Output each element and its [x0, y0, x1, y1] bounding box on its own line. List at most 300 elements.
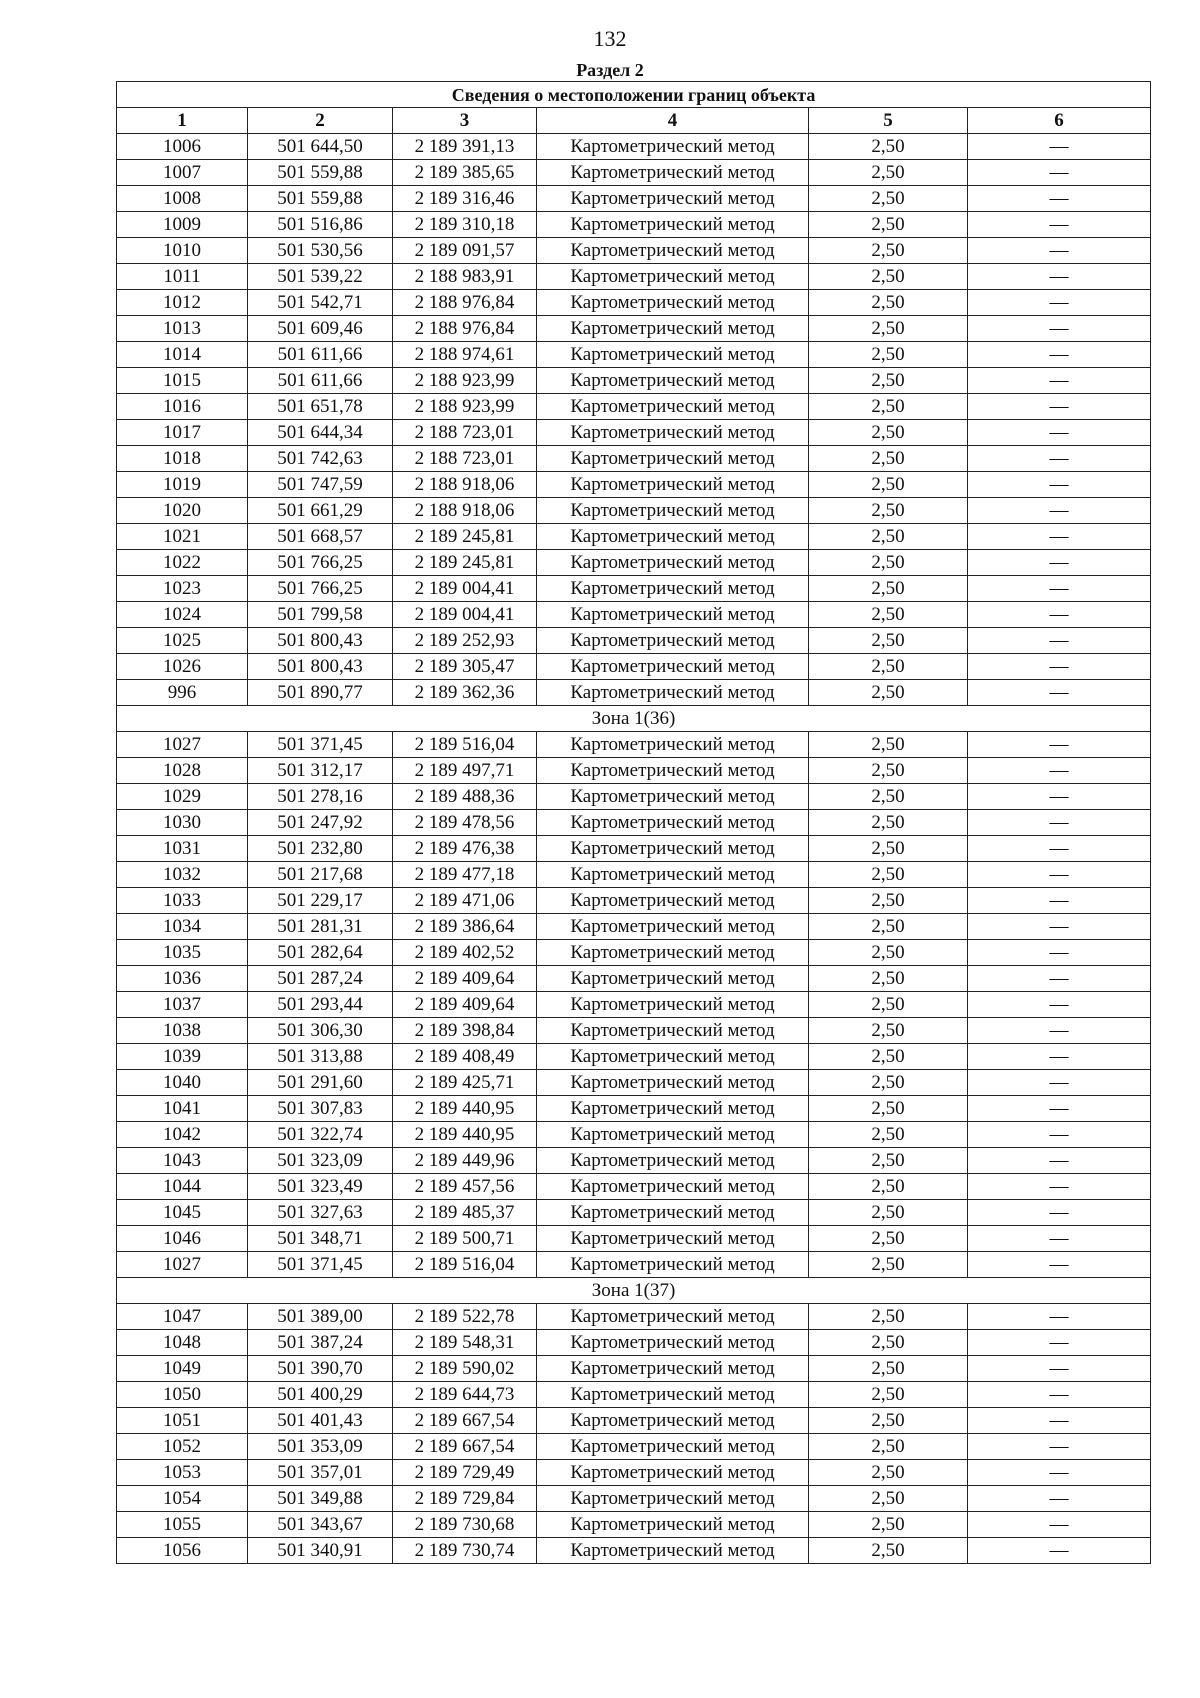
y-coordinate-cell: 2 189 500,71 [393, 1226, 537, 1252]
table-row [117, 1070, 1151, 1096]
precision-cell: 2,50 [809, 888, 968, 914]
y-coordinate-cell: 2 189 440,95 [393, 1096, 537, 1122]
precision-cell: 2,50 [809, 524, 968, 550]
method-cell: Картометрический метод [537, 420, 809, 446]
x-coordinate-cell: 501 387,24 [248, 1330, 393, 1356]
method-cell: Картометрический метод [537, 212, 809, 238]
y-coordinate-cell: 2 189 402,52 [393, 940, 537, 966]
description-cell: — [968, 732, 1151, 758]
description-cell: — [968, 940, 1151, 966]
y-coordinate-cell: 2 189 408,49 [393, 1044, 537, 1070]
x-coordinate-cell: 501 232,80 [248, 836, 393, 862]
method-cell: Картометрический метод [537, 1070, 809, 1096]
y-coordinate-cell: 2 189 385,65 [393, 160, 537, 186]
x-coordinate-cell: 501 890,77 [248, 680, 393, 706]
table-row [117, 1382, 1151, 1408]
y-coordinate-cell: 2 189 729,49 [393, 1460, 537, 1486]
y-coordinate-cell: 2 189 245,81 [393, 524, 537, 550]
description-cell: — [968, 160, 1151, 186]
y-coordinate-cell: 2 189 522,78 [393, 1304, 537, 1330]
precision-cell: 2,50 [809, 1148, 968, 1174]
x-coordinate-cell: 501 349,88 [248, 1486, 393, 1512]
method-cell: Картометрический метод [537, 134, 809, 160]
point-number-cell: 1026 [117, 654, 248, 680]
method-cell: Картометрический метод [537, 264, 809, 290]
description-cell: — [968, 1512, 1151, 1538]
method-cell: Картометрический метод [537, 966, 809, 992]
table-row [117, 1460, 1151, 1486]
precision-cell: 2,50 [809, 1434, 968, 1460]
y-coordinate-cell: 2 189 477,18 [393, 862, 537, 888]
method-cell: Картометрический метод [537, 498, 809, 524]
point-number-cell: 1007 [117, 160, 248, 186]
method-cell: Картометрический метод [537, 1330, 809, 1356]
table-row [117, 368, 1151, 394]
column-header: 5 [809, 108, 968, 134]
point-number-cell: 1054 [117, 1486, 248, 1512]
column-number-row [117, 108, 1151, 134]
method-cell: Картометрический метод [537, 758, 809, 784]
table-row [117, 940, 1151, 966]
precision-cell: 2,50 [809, 602, 968, 628]
x-coordinate-cell: 501 293,44 [248, 992, 393, 1018]
x-coordinate-cell: 501 312,17 [248, 758, 393, 784]
precision-cell: 2,50 [809, 940, 968, 966]
table-row [117, 576, 1151, 602]
y-coordinate-cell: 2 189 590,02 [393, 1356, 537, 1382]
method-cell: Картометрический метод [537, 1174, 809, 1200]
method-cell: Картометрический метод [537, 1356, 809, 1382]
precision-cell: 2,50 [809, 1382, 968, 1408]
precision-cell: 2,50 [809, 992, 968, 1018]
precision-cell: 2,50 [809, 420, 968, 446]
description-cell: — [968, 1122, 1151, 1148]
table-row [117, 1226, 1151, 1252]
description-cell: — [968, 1174, 1151, 1200]
point-number-cell: 1043 [117, 1148, 248, 1174]
description-cell: — [968, 550, 1151, 576]
precision-cell: 2,50 [809, 1538, 968, 1564]
description-cell: — [968, 290, 1151, 316]
method-cell: Картометрический метод [537, 940, 809, 966]
table-row [117, 1304, 1151, 1330]
description-cell: — [968, 1018, 1151, 1044]
precision-cell: 2,50 [809, 238, 968, 264]
x-coordinate-cell: 501 291,60 [248, 1070, 393, 1096]
description-cell: — [968, 186, 1151, 212]
precision-cell: 2,50 [809, 1330, 968, 1356]
point-number-cell: 1016 [117, 394, 248, 420]
description-cell: — [968, 602, 1151, 628]
y-coordinate-cell: 2 189 449,96 [393, 1148, 537, 1174]
point-number-cell: 1019 [117, 472, 248, 498]
method-cell: Картометрический метод [537, 1460, 809, 1486]
x-coordinate-cell: 501 400,29 [248, 1382, 393, 1408]
table-head [117, 82, 1151, 134]
zone-row [117, 706, 1151, 732]
description-cell: — [968, 966, 1151, 992]
x-coordinate-cell: 501 390,70 [248, 1356, 393, 1382]
y-coordinate-cell: 2 188 976,84 [393, 316, 537, 342]
x-coordinate-cell: 501 306,30 [248, 1018, 393, 1044]
precision-cell: 2,50 [809, 732, 968, 758]
point-number-cell: 1045 [117, 1200, 248, 1226]
y-coordinate-cell: 2 188 976,84 [393, 290, 537, 316]
precision-cell: 2,50 [809, 1226, 968, 1252]
description-cell: — [968, 836, 1151, 862]
precision-cell: 2,50 [809, 1460, 968, 1486]
precision-cell: 2,50 [809, 368, 968, 394]
y-coordinate-cell: 2 188 723,01 [393, 420, 537, 446]
column-header: 4 [537, 108, 809, 134]
point-number-cell: 1036 [117, 966, 248, 992]
description-cell: — [968, 1460, 1151, 1486]
table-row [117, 732, 1151, 758]
y-coordinate-cell: 2 189 386,64 [393, 914, 537, 940]
precision-cell: 2,50 [809, 862, 968, 888]
x-coordinate-cell: 501 530,56 [248, 238, 393, 264]
point-number-cell: 1048 [117, 1330, 248, 1356]
point-number-cell: 1020 [117, 498, 248, 524]
point-number-cell: 1022 [117, 550, 248, 576]
table-row [117, 550, 1151, 576]
point-number-cell: 1013 [117, 316, 248, 342]
y-coordinate-cell: 2 189 310,18 [393, 212, 537, 238]
zone-label: Зона 1(36) [117, 706, 1151, 732]
precision-cell: 2,50 [809, 966, 968, 992]
y-coordinate-cell: 2 189 425,71 [393, 1070, 537, 1096]
table-row [117, 862, 1151, 888]
description-cell: — [968, 680, 1151, 706]
method-cell: Картометрический метод [537, 1434, 809, 1460]
method-cell: Картометрический метод [537, 784, 809, 810]
method-cell: Картометрический метод [537, 1096, 809, 1122]
y-coordinate-cell: 2 189 440,95 [393, 1122, 537, 1148]
point-number-cell: 1009 [117, 212, 248, 238]
point-number-cell: 1040 [117, 1070, 248, 1096]
x-coordinate-cell: 501 281,31 [248, 914, 393, 940]
method-cell: Картометрический метод [537, 290, 809, 316]
method-cell: Картометрический метод [537, 810, 809, 836]
precision-cell: 2,50 [809, 1200, 968, 1226]
table-row [117, 628, 1151, 654]
description-cell: — [968, 1538, 1151, 1564]
y-coordinate-cell: 2 188 923,99 [393, 394, 537, 420]
point-number-cell: 1031 [117, 836, 248, 862]
x-coordinate-cell: 501 357,01 [248, 1460, 393, 1486]
x-coordinate-cell: 501 327,63 [248, 1200, 393, 1226]
table-row [117, 446, 1151, 472]
table-row [117, 1096, 1151, 1122]
table-row [117, 758, 1151, 784]
method-cell: Картометрический метод [537, 394, 809, 420]
column-header: 2 [248, 108, 393, 134]
table-row [117, 316, 1151, 342]
zone-row [117, 1278, 1151, 1304]
description-cell: — [968, 134, 1151, 160]
y-coordinate-cell: 2 189 457,56 [393, 1174, 537, 1200]
method-cell: Картометрический метод [537, 1538, 809, 1564]
table-body [117, 134, 1151, 1564]
method-cell: Картометрический метод [537, 576, 809, 602]
method-cell: Картометрический метод [537, 1018, 809, 1044]
description-cell: — [968, 914, 1151, 940]
point-number-cell: 1038 [117, 1018, 248, 1044]
x-coordinate-cell: 501 539,22 [248, 264, 393, 290]
description-cell: — [968, 1382, 1151, 1408]
y-coordinate-cell: 2 189 398,84 [393, 1018, 537, 1044]
x-coordinate-cell: 501 247,92 [248, 810, 393, 836]
y-coordinate-cell: 2 188 923,99 [393, 368, 537, 394]
table-row [117, 1044, 1151, 1070]
x-coordinate-cell: 501 401,43 [248, 1408, 393, 1434]
x-coordinate-cell: 501 353,09 [248, 1434, 393, 1460]
point-number-cell: 1008 [117, 186, 248, 212]
method-cell: Картометрический метод [537, 602, 809, 628]
description-cell: — [968, 1486, 1151, 1512]
precision-cell: 2,50 [809, 680, 968, 706]
precision-cell: 2,50 [809, 160, 968, 186]
method-cell: Картометрический метод [537, 628, 809, 654]
precision-cell: 2,50 [809, 1356, 968, 1382]
precision-cell: 2,50 [809, 1174, 968, 1200]
x-coordinate-cell: 501 742,63 [248, 446, 393, 472]
precision-cell: 2,50 [809, 212, 968, 238]
precision-cell: 2,50 [809, 1018, 968, 1044]
y-coordinate-cell: 2 189 305,47 [393, 654, 537, 680]
x-coordinate-cell: 501 343,67 [248, 1512, 393, 1538]
table-row [117, 602, 1151, 628]
point-number-cell: 1055 [117, 1512, 248, 1538]
x-coordinate-cell: 501 217,68 [248, 862, 393, 888]
description-cell: — [968, 1330, 1151, 1356]
method-cell: Картометрический метод [537, 160, 809, 186]
table-row [117, 992, 1151, 1018]
x-coordinate-cell: 501 278,16 [248, 784, 393, 810]
table-row [117, 290, 1151, 316]
table-row [117, 498, 1151, 524]
point-number-cell: 1027 [117, 1252, 248, 1278]
x-coordinate-cell: 501 661,29 [248, 498, 393, 524]
x-coordinate-cell: 501 800,43 [248, 654, 393, 680]
point-number-cell: 1032 [117, 862, 248, 888]
table-row [117, 134, 1151, 160]
y-coordinate-cell: 2 189 516,04 [393, 732, 537, 758]
x-coordinate-cell: 501 651,78 [248, 394, 393, 420]
method-cell: Картометрический метод [537, 1200, 809, 1226]
x-coordinate-cell: 501 799,58 [248, 602, 393, 628]
x-coordinate-cell: 501 611,66 [248, 342, 393, 368]
point-number-cell: 1056 [117, 1538, 248, 1564]
x-coordinate-cell: 501 747,59 [248, 472, 393, 498]
description-cell: — [968, 810, 1151, 836]
y-coordinate-cell: 2 189 548,31 [393, 1330, 537, 1356]
description-cell: — [968, 1044, 1151, 1070]
x-coordinate-cell: 501 766,25 [248, 550, 393, 576]
y-coordinate-cell: 2 189 362,36 [393, 680, 537, 706]
method-cell: Картометрический метод [537, 238, 809, 264]
column-header: 1 [117, 108, 248, 134]
table-row [117, 1356, 1151, 1382]
table-row [117, 472, 1151, 498]
method-cell: Картометрический метод [537, 524, 809, 550]
method-cell: Картометрический метод [537, 550, 809, 576]
table-row [117, 966, 1151, 992]
method-cell: Картометрический метод [537, 732, 809, 758]
precision-cell: 2,50 [809, 316, 968, 342]
precision-cell: 2,50 [809, 394, 968, 420]
x-coordinate-cell: 501 800,43 [248, 628, 393, 654]
y-coordinate-cell: 2 189 091,57 [393, 238, 537, 264]
description-cell: — [968, 1356, 1151, 1382]
description-cell: — [968, 524, 1151, 550]
description-cell: — [968, 472, 1151, 498]
table-row [117, 1200, 1151, 1226]
description-cell: — [968, 576, 1151, 602]
table-row [117, 1330, 1151, 1356]
precision-cell: 2,50 [809, 1252, 968, 1278]
description-cell: — [968, 1252, 1151, 1278]
table-row [117, 160, 1151, 186]
y-coordinate-cell: 2 189 667,54 [393, 1434, 537, 1460]
point-number-cell: 1015 [117, 368, 248, 394]
description-cell: — [968, 446, 1151, 472]
precision-cell: 2,50 [809, 1408, 968, 1434]
x-coordinate-cell: 501 389,00 [248, 1304, 393, 1330]
table-row [117, 1538, 1151, 1564]
table-row [117, 1148, 1151, 1174]
point-number-cell: 1041 [117, 1096, 248, 1122]
table-row [117, 654, 1151, 680]
table-row [117, 1434, 1151, 1460]
description-cell: — [968, 238, 1151, 264]
point-number-cell: 996 [117, 680, 248, 706]
precision-cell: 2,50 [809, 628, 968, 654]
point-number-cell: 1017 [117, 420, 248, 446]
description-cell: — [968, 1304, 1151, 1330]
x-coordinate-cell: 501 287,24 [248, 966, 393, 992]
description-cell: — [968, 212, 1151, 238]
precision-cell: 2,50 [809, 1122, 968, 1148]
x-coordinate-cell: 501 323,49 [248, 1174, 393, 1200]
description-cell: — [968, 992, 1151, 1018]
method-cell: Картометрический метод [537, 446, 809, 472]
description-cell: — [968, 758, 1151, 784]
table-row [117, 212, 1151, 238]
point-number-cell: 1010 [117, 238, 248, 264]
x-coordinate-cell: 501 559,88 [248, 160, 393, 186]
description-cell: — [968, 1070, 1151, 1096]
x-coordinate-cell: 501 609,46 [248, 316, 393, 342]
method-cell: Картометрический метод [537, 836, 809, 862]
precision-cell: 2,50 [809, 446, 968, 472]
point-number-cell: 1018 [117, 446, 248, 472]
y-coordinate-cell: 2 189 497,71 [393, 758, 537, 784]
x-coordinate-cell: 501 323,09 [248, 1148, 393, 1174]
y-coordinate-cell: 2 189 316,46 [393, 186, 537, 212]
point-number-cell: 1049 [117, 1356, 248, 1382]
x-coordinate-cell: 501 766,25 [248, 576, 393, 602]
description-cell: — [968, 394, 1151, 420]
precision-cell: 2,50 [809, 1304, 968, 1330]
table-row [117, 888, 1151, 914]
y-coordinate-cell: 2 189 729,84 [393, 1486, 537, 1512]
description-cell: — [968, 368, 1151, 394]
y-coordinate-cell: 2 189 516,04 [393, 1252, 537, 1278]
y-coordinate-cell: 2 189 476,38 [393, 836, 537, 862]
x-coordinate-cell: 501 542,71 [248, 290, 393, 316]
x-coordinate-cell: 501 611,66 [248, 368, 393, 394]
point-number-cell: 1012 [117, 290, 248, 316]
precision-cell: 2,50 [809, 576, 968, 602]
description-cell: — [968, 1200, 1151, 1226]
table-row [117, 1122, 1151, 1148]
description-cell: — [968, 888, 1151, 914]
y-coordinate-cell: 2 189 488,36 [393, 784, 537, 810]
table-row [117, 186, 1151, 212]
description-cell: — [968, 654, 1151, 680]
y-coordinate-cell: 2 189 409,64 [393, 992, 537, 1018]
table-row [117, 394, 1151, 420]
table-row [117, 1018, 1151, 1044]
point-number-cell: 1053 [117, 1460, 248, 1486]
x-coordinate-cell: 501 322,74 [248, 1122, 393, 1148]
point-number-cell: 1014 [117, 342, 248, 368]
section-title: Раздел 2 [576, 60, 644, 80]
point-number-cell: 1052 [117, 1434, 248, 1460]
precision-cell: 2,50 [809, 342, 968, 368]
table-row [117, 680, 1151, 706]
precision-cell: 2,50 [809, 1070, 968, 1096]
precision-cell: 2,50 [809, 186, 968, 212]
y-coordinate-cell: 2 189 667,54 [393, 1408, 537, 1434]
table-row [117, 264, 1151, 290]
method-cell: Картометрический метод [537, 1304, 809, 1330]
precision-cell: 2,50 [809, 290, 968, 316]
method-cell: Картометрический метод [537, 992, 809, 1018]
table-row [117, 1512, 1151, 1538]
x-coordinate-cell: 501 371,45 [248, 732, 393, 758]
table-row [117, 1174, 1151, 1200]
x-coordinate-cell: 501 644,34 [248, 420, 393, 446]
table-row [117, 238, 1151, 264]
y-coordinate-cell: 2 189 730,74 [393, 1538, 537, 1564]
x-coordinate-cell: 501 348,71 [248, 1226, 393, 1252]
method-cell: Картометрический метод [537, 1408, 809, 1434]
point-number-cell: 1037 [117, 992, 248, 1018]
precision-cell: 2,50 [809, 1096, 968, 1122]
y-coordinate-cell: 2 189 004,41 [393, 602, 537, 628]
description-cell: — [968, 342, 1151, 368]
x-coordinate-cell: 501 340,91 [248, 1538, 393, 1564]
precision-cell: 2,50 [809, 550, 968, 576]
y-coordinate-cell: 2 188 918,06 [393, 498, 537, 524]
description-cell: — [968, 1226, 1151, 1252]
point-number-cell: 1027 [117, 732, 248, 758]
method-cell: Картометрический метод [537, 186, 809, 212]
y-coordinate-cell: 2 189 730,68 [393, 1512, 537, 1538]
point-number-cell: 1028 [117, 758, 248, 784]
precision-cell: 2,50 [809, 264, 968, 290]
table-row [117, 420, 1151, 446]
table-row [117, 836, 1151, 862]
x-coordinate-cell: 501 307,83 [248, 1096, 393, 1122]
x-coordinate-cell: 501 559,88 [248, 186, 393, 212]
point-number-cell: 1051 [117, 1408, 248, 1434]
description-cell: — [968, 264, 1151, 290]
precision-cell: 2,50 [809, 654, 968, 680]
x-coordinate-cell: 501 516,86 [248, 212, 393, 238]
